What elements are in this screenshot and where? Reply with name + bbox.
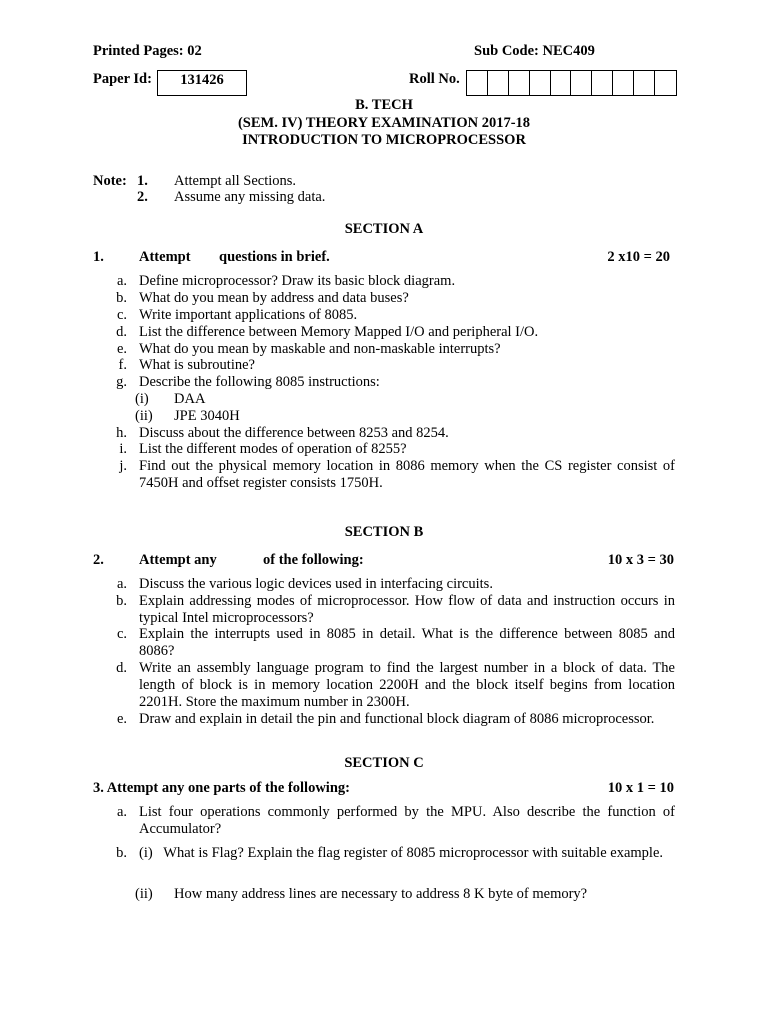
question-item: List four operations commonly performed by the MPU. Also describe the function of Accumulator? (139, 804, 675, 837)
paper-id-label: Paper Id: (93, 71, 152, 87)
exam-title: (SEM. IV) THEORY EXAMINATION 2017-18 (237, 115, 531, 131)
item-letter: b. (116, 845, 127, 861)
item-letter: c. (116, 307, 127, 323)
subject-title: INTRODUCTION TO MICROPROCESSOR (242, 132, 526, 148)
question-item: List the different modes of operation of 8255? (139, 441, 407, 457)
question-instruction-rest: of the following: (263, 552, 364, 568)
roll-no-cell[interactable] (613, 71, 634, 95)
question-item: What is subroutine? (139, 357, 255, 373)
item-letter: c. (116, 626, 127, 642)
question-instruction-rest: questions in brief. (219, 249, 330, 265)
question-item: Explain addressing modes of microprocessor. How flow of data and instruction occurs in typical Intel microprocessors? (139, 593, 675, 626)
item-letter: e. (116, 341, 127, 357)
roll-no-cell[interactable] (509, 71, 530, 95)
degree-title: B. TECH (355, 97, 413, 113)
roll-no-cell[interactable] (467, 71, 488, 95)
section-c-heading: SECTION C (344, 755, 424, 771)
section-b-heading: SECTION B (344, 524, 424, 540)
section-a-heading: SECTION A (344, 221, 424, 237)
item-letter: b. (116, 593, 127, 609)
roll-no-cell[interactable] (571, 71, 592, 95)
question-item: Discuss about the difference between 8253 and 8254. (139, 425, 449, 441)
question-item: Describe the following 8085 instructions: (139, 374, 380, 390)
item-letter: d. (116, 324, 127, 340)
subject-code: Sub Code: NEC409 (474, 43, 595, 59)
question-item: Define microprocessor? Draw its basic block diagram. (139, 273, 456, 289)
item-letter: i. (119, 441, 127, 457)
item-letter: a. (116, 273, 127, 289)
question-item: Discuss the various logic devices used in interfacing circuits. (139, 576, 493, 592)
question-instruction: 3. Attempt any one parts of the following: (93, 780, 350, 796)
question-item: What do you mean by address and data buses? (139, 290, 409, 306)
question-item: (i) What is Flag? Explain the flag register of 8085 microprocessor with suitable example. (139, 845, 664, 861)
sub-item-number: (ii) (135, 408, 153, 424)
item-letter: g. (116, 374, 127, 390)
paper-id-box: 131426 (157, 70, 247, 96)
marks: 2 x10 = 20 (607, 249, 670, 265)
item-letter: d. (116, 660, 127, 676)
item-letter: a. (116, 804, 127, 820)
question-item: Explain the interrupts used in 8085 in detail. What is the difference between 8085 and 8086? (139, 626, 675, 659)
sub-item-text: How many address lines are necessary to address 8 K byte of memory? (174, 886, 588, 902)
roll-no-label: Roll No. (409, 71, 460, 87)
item-letter: e. (116, 711, 127, 727)
roll-no-cell[interactable] (592, 71, 613, 95)
roll-no-cell[interactable] (488, 71, 509, 95)
question-item: Find out the physical memory location in 8086 memory when the CS register consist of 7450H and offset register consists 1750H. (139, 458, 675, 491)
note-number: 1. (137, 173, 148, 189)
roll-no-cell[interactable] (634, 71, 655, 95)
roll-no-cell[interactable] (655, 71, 676, 95)
question-number: 2. (93, 552, 104, 568)
item-letter: f. (118, 357, 127, 373)
note-number: 2. (137, 189, 148, 205)
item-letter: j. (119, 458, 127, 474)
roll-no-cell[interactable] (530, 71, 551, 95)
marks: 10 x 1 = 10 (607, 780, 674, 796)
question-item: List the difference between Memory Mapped I/O and peripheral I/O. (139, 324, 539, 340)
printed-pages: Printed Pages: 02 (93, 43, 202, 59)
note-text: Attempt all Sections. (174, 173, 297, 189)
sub-item-text: DAA (174, 391, 206, 407)
item-letter: h. (116, 425, 127, 441)
note-label: Note: (93, 173, 127, 189)
question-item: Draw and explain in detail the pin and functional block diagram of 8086 microprocessor. (139, 711, 655, 727)
roll-no-boxes[interactable] (466, 70, 677, 96)
roll-no-cell[interactable] (551, 71, 572, 95)
marks: 10 x 3 = 30 (607, 552, 674, 568)
item-letter: a. (116, 576, 127, 592)
sub-item-number: (i) (135, 391, 149, 407)
question-instruction: Attempt any (139, 552, 217, 568)
question-item: What do you mean by maskable and non-maskable interrupts? (139, 341, 501, 357)
question-item: Write an assembly language program to find the largest number in a block of data. The length of block is in memory location 2200H and the block itself begins from location 2201H. Store the maximum number in 2300H. (139, 660, 675, 710)
question-item: Write important applications of 8085. (139, 307, 358, 323)
item-letter: b. (116, 290, 127, 306)
question-instruction: Attempt (139, 249, 191, 265)
question-number: 1. (93, 249, 104, 265)
sub-item-text: JPE 3040H (174, 408, 240, 424)
note-text: Assume any missing data. (174, 189, 326, 205)
sub-item-number: (ii) (135, 886, 153, 902)
